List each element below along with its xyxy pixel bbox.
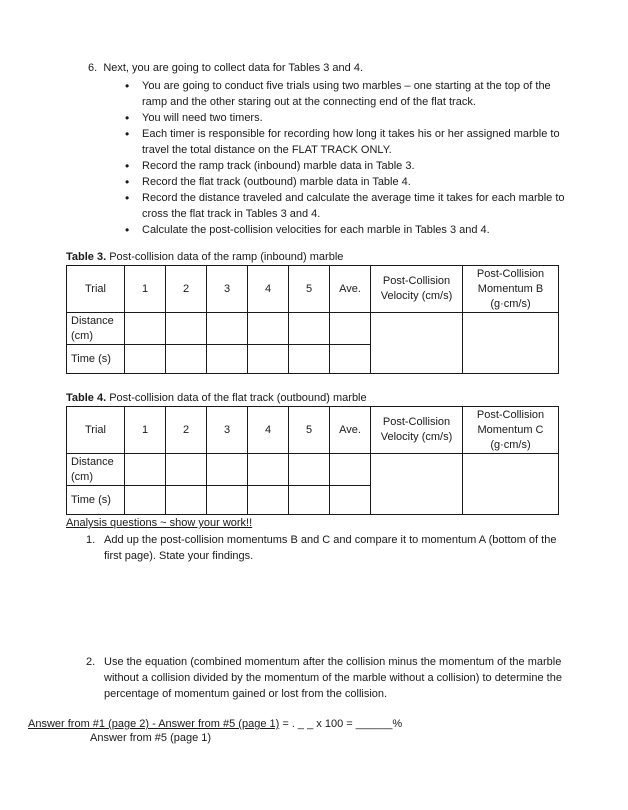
data-cell[interactable] bbox=[330, 486, 371, 515]
header-cell: Trial bbox=[67, 266, 125, 313]
row-label: Distance (cm) bbox=[67, 454, 125, 486]
data-cell[interactable] bbox=[248, 486, 289, 515]
data-cell[interactable] bbox=[166, 345, 207, 374]
row-label: Distance (cm) bbox=[67, 313, 125, 345]
list-item: • You will need two timers. bbox=[125, 110, 565, 126]
header-cell: 4 bbox=[248, 266, 289, 313]
instruction-list bbox=[125, 78, 565, 238]
data-cell[interactable] bbox=[330, 345, 371, 374]
header-cell: 2 bbox=[166, 266, 207, 313]
question-number: 1. bbox=[86, 534, 96, 546]
header-cell: 1 bbox=[125, 407, 166, 454]
data-cell[interactable] bbox=[207, 486, 248, 515]
header-cell: 4 bbox=[248, 407, 289, 454]
list-item: • Each timer is responsible for recording how long it takes his or her assigned marble to travel the total distance on the FLAT TRACK ONLY. bbox=[125, 126, 565, 158]
data-cell[interactable] bbox=[371, 454, 463, 515]
data-cell[interactable] bbox=[166, 454, 207, 486]
data-cell[interactable] bbox=[125, 486, 166, 515]
list-item: • Record the ramp track (inbound) marble data in Table 3. bbox=[125, 158, 565, 174]
equation-numerator: Answer from #1 (page 2) - Answer from #5 (page 1) bbox=[28, 718, 280, 730]
data-cell[interactable] bbox=[207, 454, 248, 486]
table4-caption-label: Table 4. bbox=[66, 392, 107, 404]
header-cell: Post-Collision Velocity (cm/s) bbox=[371, 407, 463, 454]
data-cell[interactable] bbox=[289, 345, 330, 374]
list-item: • Record the flat track (outbound) marble data in Table 4. bbox=[125, 174, 565, 190]
step-6 bbox=[88, 62, 363, 74]
data-cell[interactable] bbox=[330, 454, 371, 486]
table4 bbox=[66, 406, 559, 515]
header-cell: Post-Collision Momentum C (g·cm/s) bbox=[463, 407, 559, 454]
header-cell: Post-Collision Momentum B (g·cm/s) bbox=[463, 266, 559, 313]
table-row bbox=[67, 266, 559, 313]
header-cell: Ave. bbox=[330, 266, 371, 313]
equation-rest: = . _ _ x 100 = ______% bbox=[279, 718, 403, 730]
data-cell[interactable] bbox=[289, 313, 330, 345]
header-cell: 3 bbox=[207, 266, 248, 313]
header-cell: 1 bbox=[125, 266, 166, 313]
header-cell: Ave. bbox=[330, 407, 371, 454]
data-cell[interactable] bbox=[289, 454, 330, 486]
data-cell[interactable] bbox=[330, 313, 371, 345]
data-cell[interactable] bbox=[463, 454, 559, 515]
analysis-title: Analysis questions ~ show your work!! bbox=[66, 517, 253, 529]
table4-caption bbox=[66, 392, 367, 404]
question-2 bbox=[86, 654, 562, 704]
table3-caption-text: Post-collision data of the ramp (inbound) marble bbox=[106, 251, 344, 263]
table-row bbox=[67, 407, 559, 454]
list-item: • Calculate the post-collision velocities for each marble in Tables 3 and 4. bbox=[125, 222, 565, 238]
table-row bbox=[67, 313, 559, 345]
data-cell[interactable] bbox=[289, 486, 330, 515]
data-cell[interactable] bbox=[166, 486, 207, 515]
table3-caption-label: Table 3. bbox=[66, 251, 107, 263]
table3-caption bbox=[66, 251, 343, 263]
data-cell[interactable] bbox=[125, 313, 166, 345]
list-item: • You are going to conduct five trials using two marbles – one starting at the top of the ramp and the other staring out at the connecting end of the flat track. bbox=[125, 78, 565, 110]
table4-caption-text: Post-collision data of the flat track (outbound) marble bbox=[106, 392, 367, 404]
step-intro: Next, you are going to collect data for Tables 3 and 4. bbox=[103, 62, 363, 74]
row-label: Time (s) bbox=[67, 345, 125, 374]
row-label: Time (s) bbox=[67, 486, 125, 515]
question-text: Add up the post-collision momentums B and C and compare it to momentum A (bottom of the first page). State your findings. bbox=[104, 534, 557, 562]
equation-denominator: Answer from #5 (page 1) bbox=[90, 732, 212, 744]
step-number: 6. bbox=[88, 62, 98, 74]
question-number: 2. bbox=[86, 656, 96, 668]
header-cell: 3 bbox=[207, 407, 248, 454]
data-cell[interactable] bbox=[207, 345, 248, 374]
table3 bbox=[66, 265, 559, 374]
header-cell: 2 bbox=[166, 407, 207, 454]
question-1 bbox=[86, 532, 562, 566]
list-item: • Record the distance traveled and calculate the average time it takes for each marble to cross the flat track in Tables 3 and 4. bbox=[125, 190, 565, 222]
data-cell[interactable] bbox=[207, 313, 248, 345]
header-cell: 5 bbox=[289, 266, 330, 313]
percentage-equation bbox=[28, 718, 402, 730]
data-cell[interactable] bbox=[248, 313, 289, 345]
question-text: Use the equation (combined momentum after the collision minus the momentum of the marble without a collision divided by the momentum of the marble without a collision) to determine the percentage of momentum gained or lost from the collision. bbox=[104, 656, 562, 700]
data-cell[interactable] bbox=[248, 345, 289, 374]
data-cell[interactable] bbox=[463, 313, 559, 374]
data-cell[interactable] bbox=[166, 313, 207, 345]
header-cell: 5 bbox=[289, 407, 330, 454]
data-cell[interactable] bbox=[248, 454, 289, 486]
data-cell[interactable] bbox=[125, 345, 166, 374]
header-cell: Trial bbox=[67, 407, 125, 454]
data-cell[interactable] bbox=[371, 313, 463, 374]
header-cell: Post-Collision Velocity (cm/s) bbox=[371, 266, 463, 313]
data-cell[interactable] bbox=[125, 454, 166, 486]
table-row bbox=[67, 454, 559, 486]
